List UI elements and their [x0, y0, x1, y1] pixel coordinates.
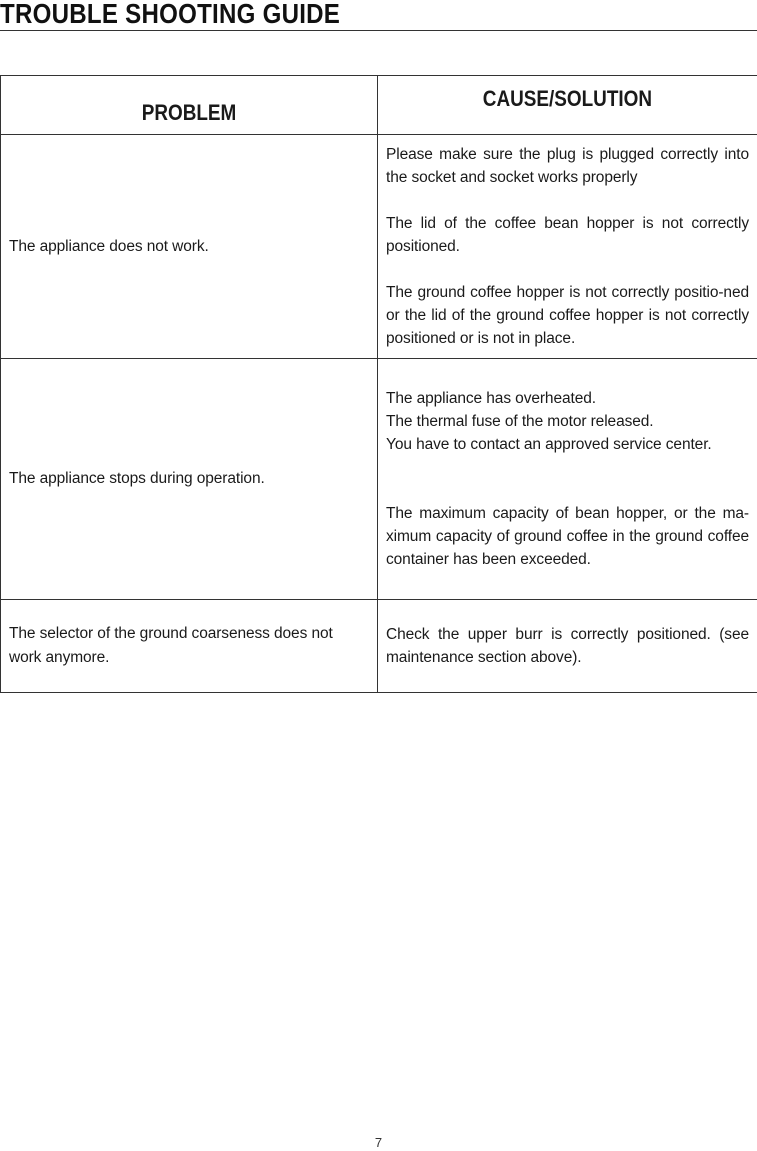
solution-text: The maximum capacity of bean hopper, or the ma-ximum capacity of ground coffee in the ground coffee container has been exceeded. [386, 505, 749, 568]
table-header-row [1, 76, 757, 135]
solution-text: The appliance has overheated. [386, 390, 596, 407]
solution-cell [378, 600, 757, 693]
solution-text: The ground coffee hopper is not correctly positio-ned or the lid of the ground coffee hopper is not correctly positioned or is not in place. [386, 284, 749, 347]
solution-cell [378, 135, 757, 359]
solution-text: You have to contact an approved service center. [386, 436, 712, 453]
page-number: 7 [374, 1135, 383, 1150]
problem-cell: The selector of the ground coarseness does not work anymore. [1, 600, 378, 693]
column-header-problem: PROBLEM [1, 76, 378, 135]
table-row [1, 135, 757, 359]
problem-cell: The appliance does not work. [1, 135, 378, 359]
page-title: TROUBLE SHOOTING GUIDE [0, 0, 341, 29]
title-divider [0, 30, 757, 31]
table-row [1, 359, 757, 600]
problem-cell: The appliance stops during operation. [1, 359, 378, 600]
troubleshooting-table [0, 75, 757, 693]
solution-text: Please make sure the plug is plugged correctly into the socket and socket works properly [386, 146, 749, 186]
solution-text: The lid of the coffee bean hopper is not correctly positioned. [386, 215, 749, 255]
solution-cell [378, 359, 757, 600]
solution-text: The thermal fuse of the motor released. [386, 413, 654, 430]
column-header-cause-solution: CAUSE/SOLUTION [378, 76, 757, 135]
solution-text: Check the upper burr is correctly positioned. (see maintenance section above). [386, 626, 749, 666]
table-row [1, 600, 757, 693]
